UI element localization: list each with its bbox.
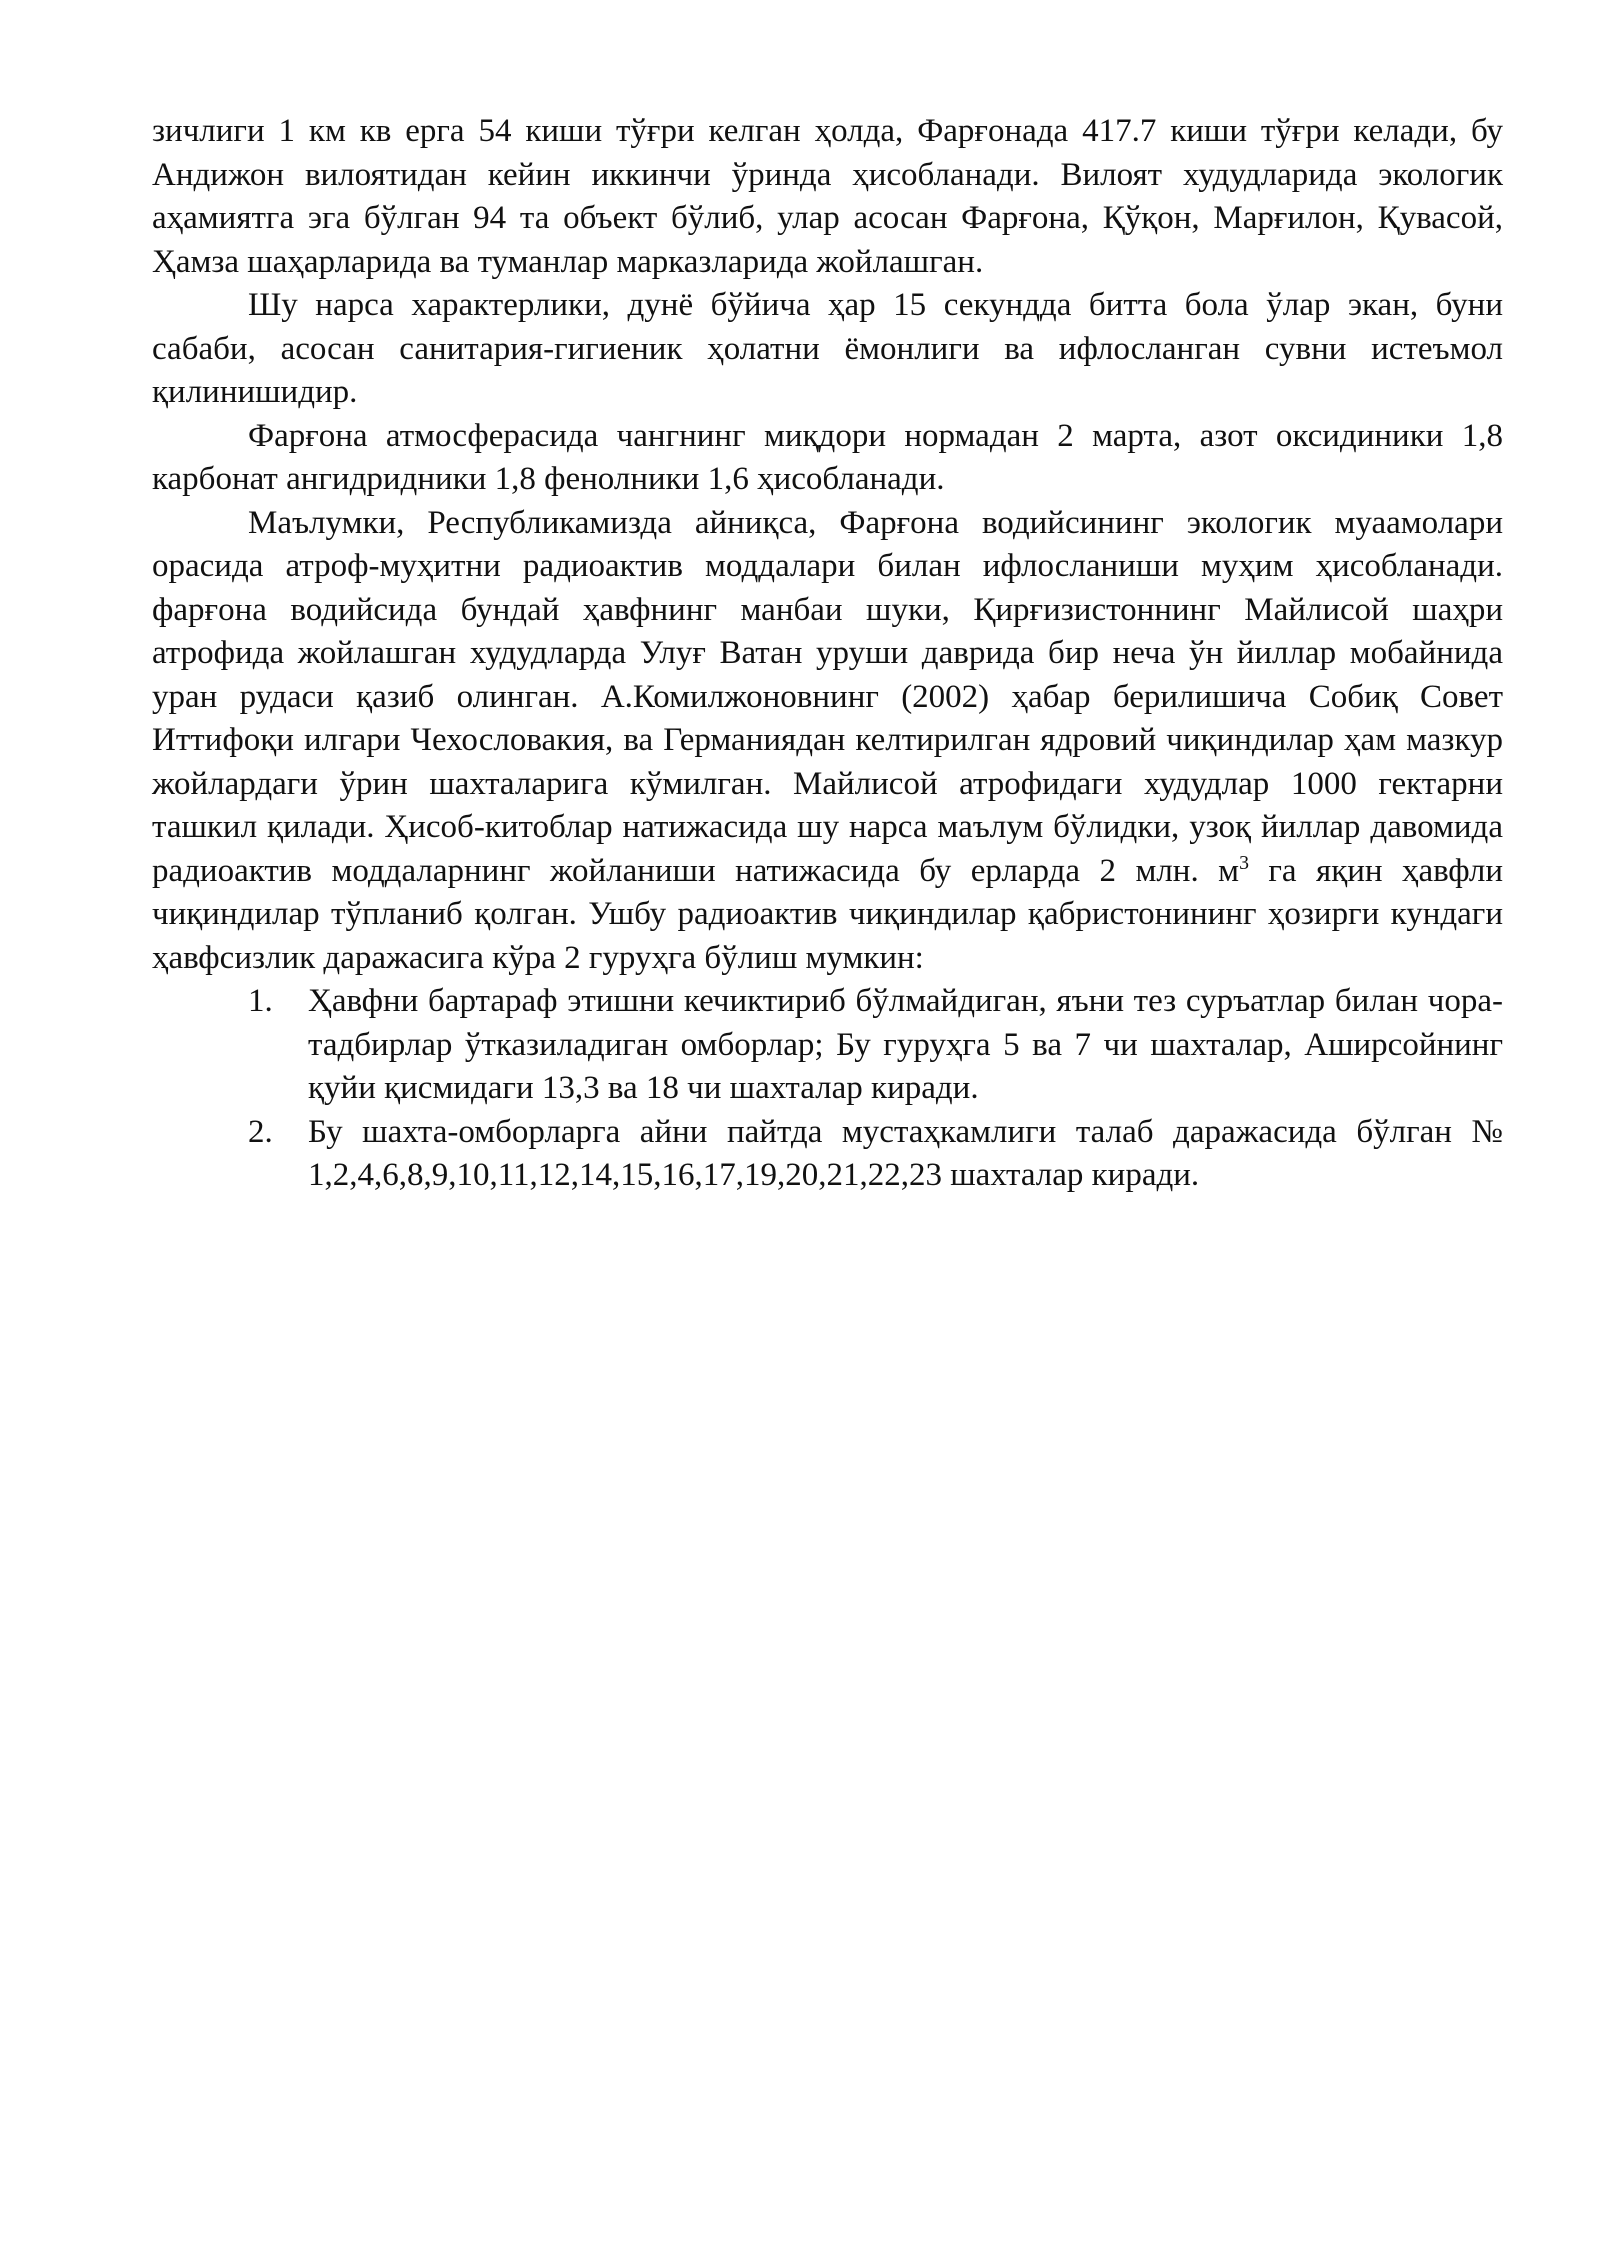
paragraph-radioactive-waste-text-2: га яқин ҳавфли чиқиндилар тўпланиб қолган. Ушбу радиоактив чиқиндилар қабристонининг ҳозирги кундаги ҳавфсизлик даражасига кўра 2 гуруҳга бўлиш мумкин:: [152, 852, 1503, 976]
document-page: [152, 110, 1503, 1198]
list-item-number: 1.: [248, 983, 273, 1019]
waste-groups-list: [152, 980, 1503, 1198]
list-item-number: 2.: [248, 1113, 273, 1150]
paragraph-radioactive-waste: [152, 502, 1503, 981]
list-item: [152, 980, 1503, 1111]
cubic-superscript: 3: [1239, 851, 1249, 874]
list-item-text: Бу шахта-омборларга айни пайтда мустаҳкамлиги талаб даражасида бўлган № 1,2,4,6,8,9,10,11,12,14,15,16,17,19,20,21,22,23 шахталар киради.: [308, 1113, 1503, 1193]
paragraph-child-mortality: Шу нарса характерлики, дунё бўйича ҳар 15 секундда битта бола ўлар экан, буни сабаби, асосан санитария-гигиеник ҳолатни ёмонлиги ва ифлосланган сувни истеъмол қилинишидир.: [152, 287, 1503, 410]
paragraph-population-density: зичлиги 1 км кв ерга 54 киши тўғри келган ҳолда, Фарғонада 417.7 киши тўғри келади, бу Андижон вилоятидан кейин иккинчи ўринда ҳисобланади. Вилоят худудларида экологик аҳамиятга эга бўлган 94 та объект бўлиб, улар асосан Фарғона, Қўқон, Марғилон, Қувасой, Ҳамза шаҳарларида ва туманлар марказларида жойлашган.: [152, 113, 1503, 280]
paragraph-radioactive-waste-text-1: Маълумки, Республикамизда айниқса, Фарғона водийсининг экологик муаамолари орасида атроф-муҳитни радиоактив моддалари билан ифлосланиши муҳим ҳисобланади. фарғона водийсида бундай ҳавфнинг манбаи шуки, Қирғизистоннинг Майлисой шаҳри атрофида жойлашган худудларда Улуғ Ватан уруши даврида бир неча ўн йиллар мобайнида уран рудаси қазиб олинган. А.Комилжоновнинг (2002) ҳабар берилишича Собиқ Совет Иттифоқи илгари Чехословакия, ва Германиядан келтирилган ядровий чиқиндилар ҳам мазкур жойлардаги ўрин шахталарига кўмилган. Майлисой атрофидаги худудлар 1000 гектарни ташкил қилади. Ҳисоб-китоблар натижасида шу нарса маълум бўлидки, узоқ йиллар давомида радиоактив моддаларнинг жойланиши натижасида бу ерларда 2 млн. м: [152, 504, 1503, 889]
paragraph-fergana-atmosphere: Фарғона атмосферасида чангнинг миқдори нормадан 2 марта, азот оксидиники 1,8 карбонат ангидридники 1,8 фенолники 1,6 ҳисобланади.: [152, 417, 1503, 497]
list-item-text: Ҳавфни бартараф этишни кечиктириб бўлмайдиган, яъни тез суръатлар билан чора-тадбирлар ўтказиладиган омборлар; Бу гуруҳга 5 ва 7 чи шахталар, Аширсойнинг қуйи қисмидаги 13,3 ва 18 чи шахталар киради.: [308, 983, 1503, 1106]
list-item: [152, 1111, 1503, 1198]
